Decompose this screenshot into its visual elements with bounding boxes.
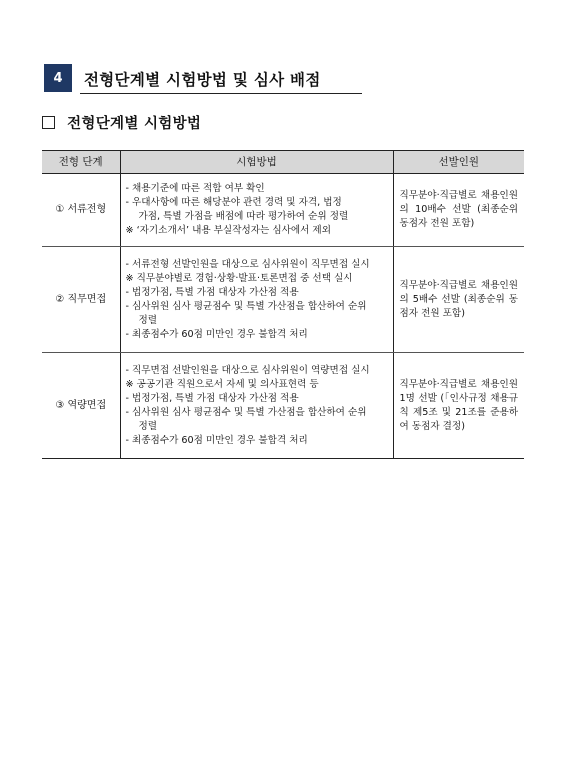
section-header <box>42 62 362 96</box>
selection-stages-table <box>42 150 524 459</box>
method-line: ※ 공공기관 직원으로서 자세 및 의사표현력 등 <box>125 378 319 390</box>
method-line: - 직무면접 선발인원을 대상으로 심사위원이 역량면접 실시 <box>125 364 370 376</box>
square-bullet-icon <box>42 116 55 129</box>
method-cell <box>120 247 393 353</box>
method-line: 정렬 <box>138 314 158 326</box>
stage-cell: ③ 역량면접 <box>42 353 120 459</box>
method-line: - 우대사항에 따른 해당분야 관련 경력 및 자격, 법정 <box>125 197 342 208</box>
table-header-row <box>42 151 524 174</box>
method-line: 정렬 <box>138 420 158 432</box>
method-cell <box>120 353 393 459</box>
selection-cell: 직무분야·직급별로 채용인원의 10배수 선발 (최종순위 동점자 전원 포함) <box>393 174 524 247</box>
method-line: - 최종점수가 60점 미만인 경우 불합격 처리 <box>125 328 308 340</box>
selection-cell: 직무분야·직급별로 채용인원의 5배수 선발 (최종순위 동점자 전원 포함) <box>393 247 524 353</box>
subsection-title: 전형단계별 시험방법 <box>67 116 202 132</box>
method-line: ※ ‘자기소개서’ 내용 부실작성자는 심사에서 제외 <box>125 225 331 236</box>
method-line: - 심사위원 심사 평균점수 및 특별 가산점을 합산하여 순위 <box>125 406 367 418</box>
method-line: - 법정가점, 특별 가점 대상자 가산점 적용 <box>125 392 299 404</box>
method-line: - 심사위원 심사 평균점수 및 특별 가산점을 합산하여 순위 <box>125 300 367 312</box>
method-line: - 서류전형 선발인원을 대상으로 심사위원이 직무면접 실시 <box>125 258 370 270</box>
section-title: 전형단계별 시험방법 및 심사 배점 <box>84 71 321 89</box>
stage-cell: ① 서류전형 <box>42 174 120 247</box>
method-line: - 최종점수가 60점 미만인 경우 불합격 처리 <box>125 434 308 446</box>
section-underline <box>80 93 362 94</box>
header-method: 시험방법 <box>120 151 393 174</box>
method-line: 가점, 특별 가점을 배점에 따라 평가하여 순위 정렬 <box>138 211 349 222</box>
method-cell <box>120 174 393 247</box>
table-row <box>42 353 524 459</box>
section-number-badge: 4 <box>44 64 72 92</box>
subsection-heading <box>42 112 201 134</box>
stage-cell: ② 직무면접 <box>42 247 120 353</box>
header-stage: 전형 단계 <box>42 151 120 174</box>
header-selection: 선발인원 <box>393 151 524 174</box>
method-line: - 법정가점, 특별 가점 대상자 가산점 적용 <box>125 286 299 298</box>
selection-cell: 직무분야·직급별로 채용인원 1명 선발 (「인사규정 채용규칙 제5조 및 21조를 준용하여 동점자 결정) <box>393 353 524 459</box>
table-row <box>42 247 524 353</box>
method-line: ※ 직무분야별로 경험·상황·발표·토론면접 중 선택 실시 <box>125 272 353 284</box>
method-line: - 채용기준에 따른 적합 여부 확인 <box>125 183 265 194</box>
table-row <box>42 174 524 247</box>
